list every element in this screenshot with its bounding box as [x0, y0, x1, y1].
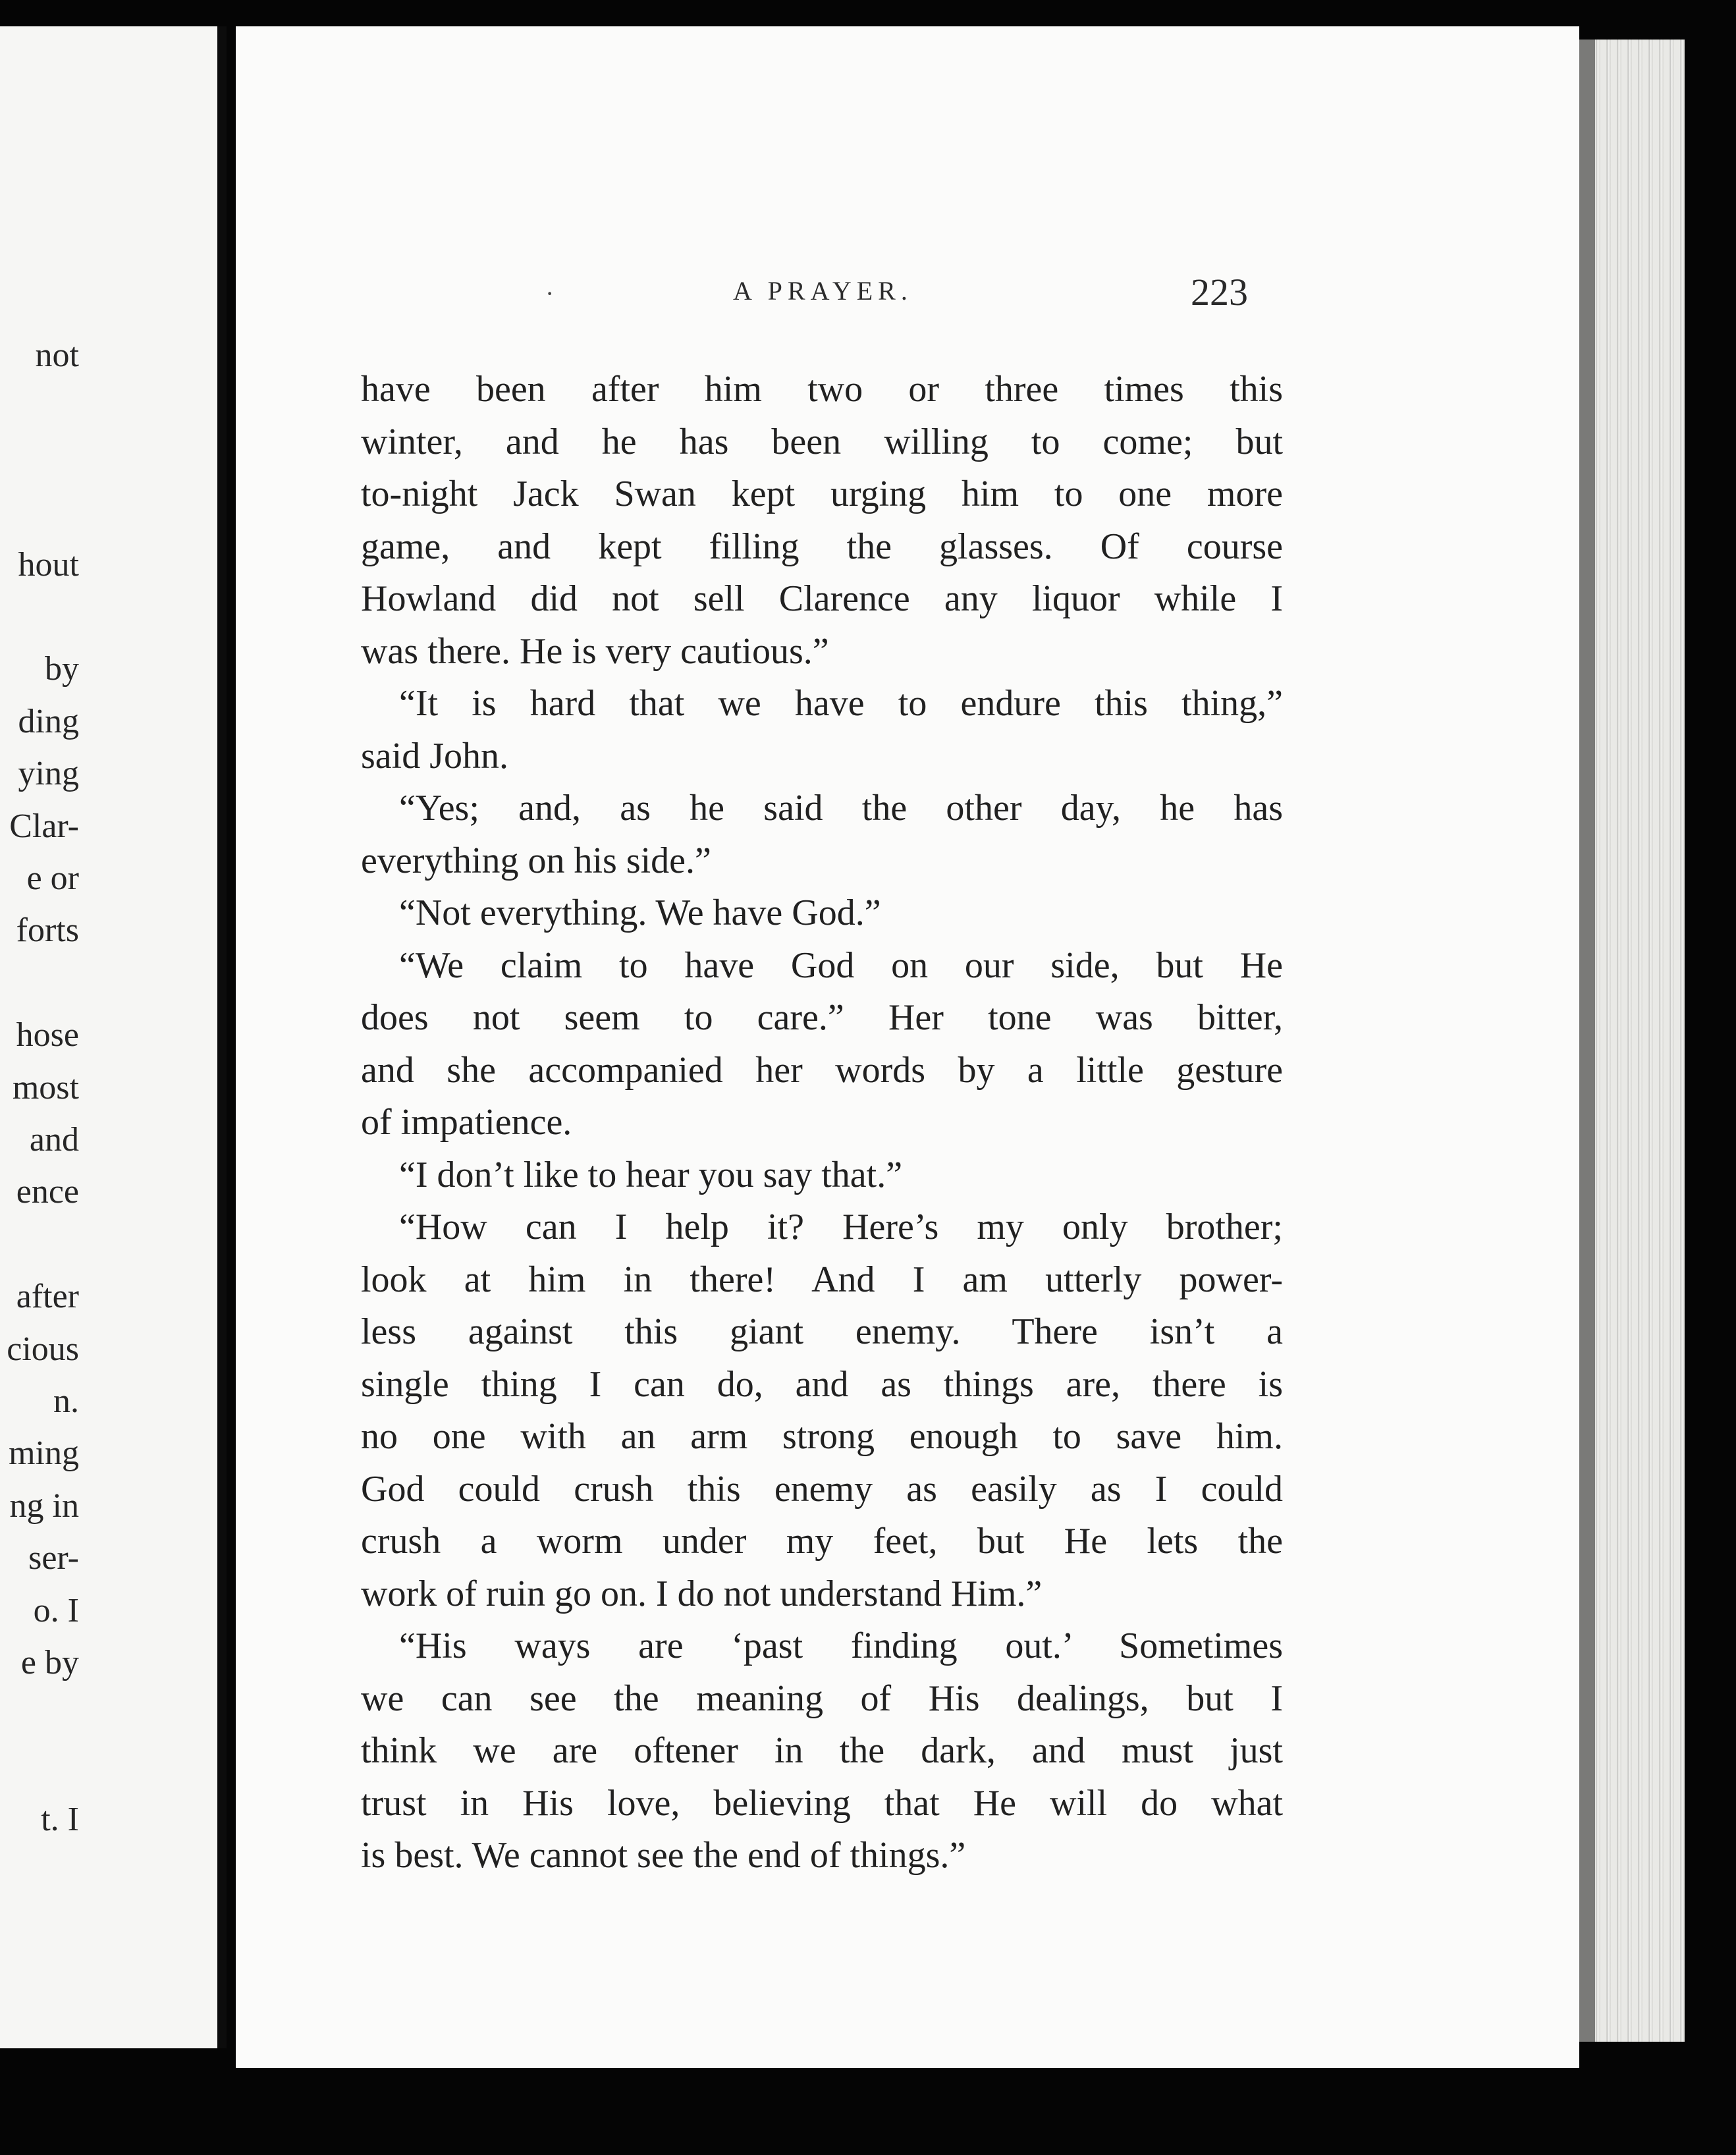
- facing-page-fragment: n.: [53, 1382, 79, 1420]
- page-edges: [1579, 40, 1685, 2042]
- facing-page-fragment: after: [16, 1278, 79, 1316]
- text-line: “It is hard that we have to endure this thing,”: [399, 683, 1283, 724]
- text-line: look at him in there! And I am utterly power-: [361, 1259, 1283, 1300]
- facing-page-fragment: ng in: [9, 1487, 79, 1525]
- book-page: [236, 26, 1579, 2068]
- facing-page-fragment: e or: [26, 859, 79, 897]
- text-line: winter, and he has been willing to come; but: [361, 421, 1283, 462]
- text-line: and she accompanied her words by a little gesture: [361, 1049, 1283, 1091]
- text-line: “Not everything. We have God.”: [399, 892, 881, 933]
- running-title: A PRAYER.: [733, 276, 913, 306]
- stray-mark: ·: [545, 279, 555, 308]
- facing-page-fragment: ser-: [28, 1539, 79, 1577]
- text-line: we can see the meaning of His dealings, but I: [361, 1678, 1283, 1719]
- facing-page-fragment: t. I: [41, 1801, 79, 1839]
- text-line: “We claim to have God on our side, but He: [399, 944, 1283, 986]
- text-line: does not seem to care.” Her tone was bitter,: [361, 997, 1283, 1038]
- text-line: Howland did not sell Clarence any liquor while I: [361, 578, 1283, 619]
- text-line: “How can I help it? Here’s my only brother;: [399, 1207, 1283, 1247]
- text-line: have been after him two or three times this: [361, 369, 1283, 410]
- facing-page-left: [0, 26, 217, 2048]
- text-line: crush a worm under my feet, but He lets the: [361, 1521, 1283, 1562]
- text-line: is best. We cannot see the end of things.”: [361, 1835, 966, 1876]
- facing-page-fragment: cious: [7, 1330, 79, 1368]
- facing-page-fragment: ming: [9, 1434, 79, 1473]
- text-line: of impatience.: [361, 1102, 572, 1143]
- facing-page-fragment: e by: [20, 1644, 79, 1681]
- text-line: less against this giant enemy. There isn’t a: [361, 1311, 1283, 1352]
- text-line: work of ruin go on. I do not understand Him.”: [361, 1573, 1043, 1614]
- body-text: [361, 364, 1283, 1882]
- text-line: think we are oftener in the dark, and must just: [361, 1730, 1283, 1771]
- text-line: “I don’t like to hear you say that.”: [399, 1154, 903, 1195]
- text-line: single thing I can do, and as things are, there is: [361, 1363, 1283, 1405]
- page-number: 223: [1191, 271, 1248, 314]
- text-line: to-night Jack Swan kept urging him to one more: [361, 474, 1283, 514]
- text-line: no one with an arm strong enough to save him.: [361, 1416, 1283, 1457]
- text-line: “Yes; and, as he said the other day, he has: [399, 788, 1283, 829]
- running-head: [236, 263, 1579, 316]
- page-edge-shadow: [1579, 40, 1595, 2042]
- facing-page-fragment: most: [12, 1068, 79, 1106]
- facing-page-fragment: ding: [18, 702, 79, 740]
- facing-page-fragment: and: [29, 1121, 79, 1159]
- text-line: “His ways are ‘past finding out.’ Sometimes: [399, 1625, 1283, 1666]
- text-line: God could crush this enemy as easily as I could: [361, 1468, 1283, 1510]
- facing-page-fragment: hose: [16, 1016, 79, 1054]
- facing-page-fragment: forts: [16, 912, 79, 950]
- text-line: everything on his side.”: [361, 840, 711, 881]
- facing-page-fragment: hout: [18, 545, 79, 584]
- facing-page-fragment: o. I: [33, 1591, 79, 1629]
- facing-page-fragment: Clar-: [9, 807, 79, 845]
- text-line: game, and kept filling the glasses. Of course: [361, 526, 1283, 567]
- text-line: trust in His love, believing that He will do what: [361, 1782, 1283, 1824]
- facing-page-fragment: not: [35, 337, 79, 374]
- text-line: said John.: [361, 735, 508, 777]
- facing-page-fragment: ence: [16, 1173, 79, 1211]
- text-line: was there. He is very cautious.”: [361, 630, 829, 672]
- facing-page-fragment: by: [45, 650, 79, 688]
- gutter-shadow: [217, 26, 227, 2048]
- facing-page-fragment: ying: [18, 755, 79, 793]
